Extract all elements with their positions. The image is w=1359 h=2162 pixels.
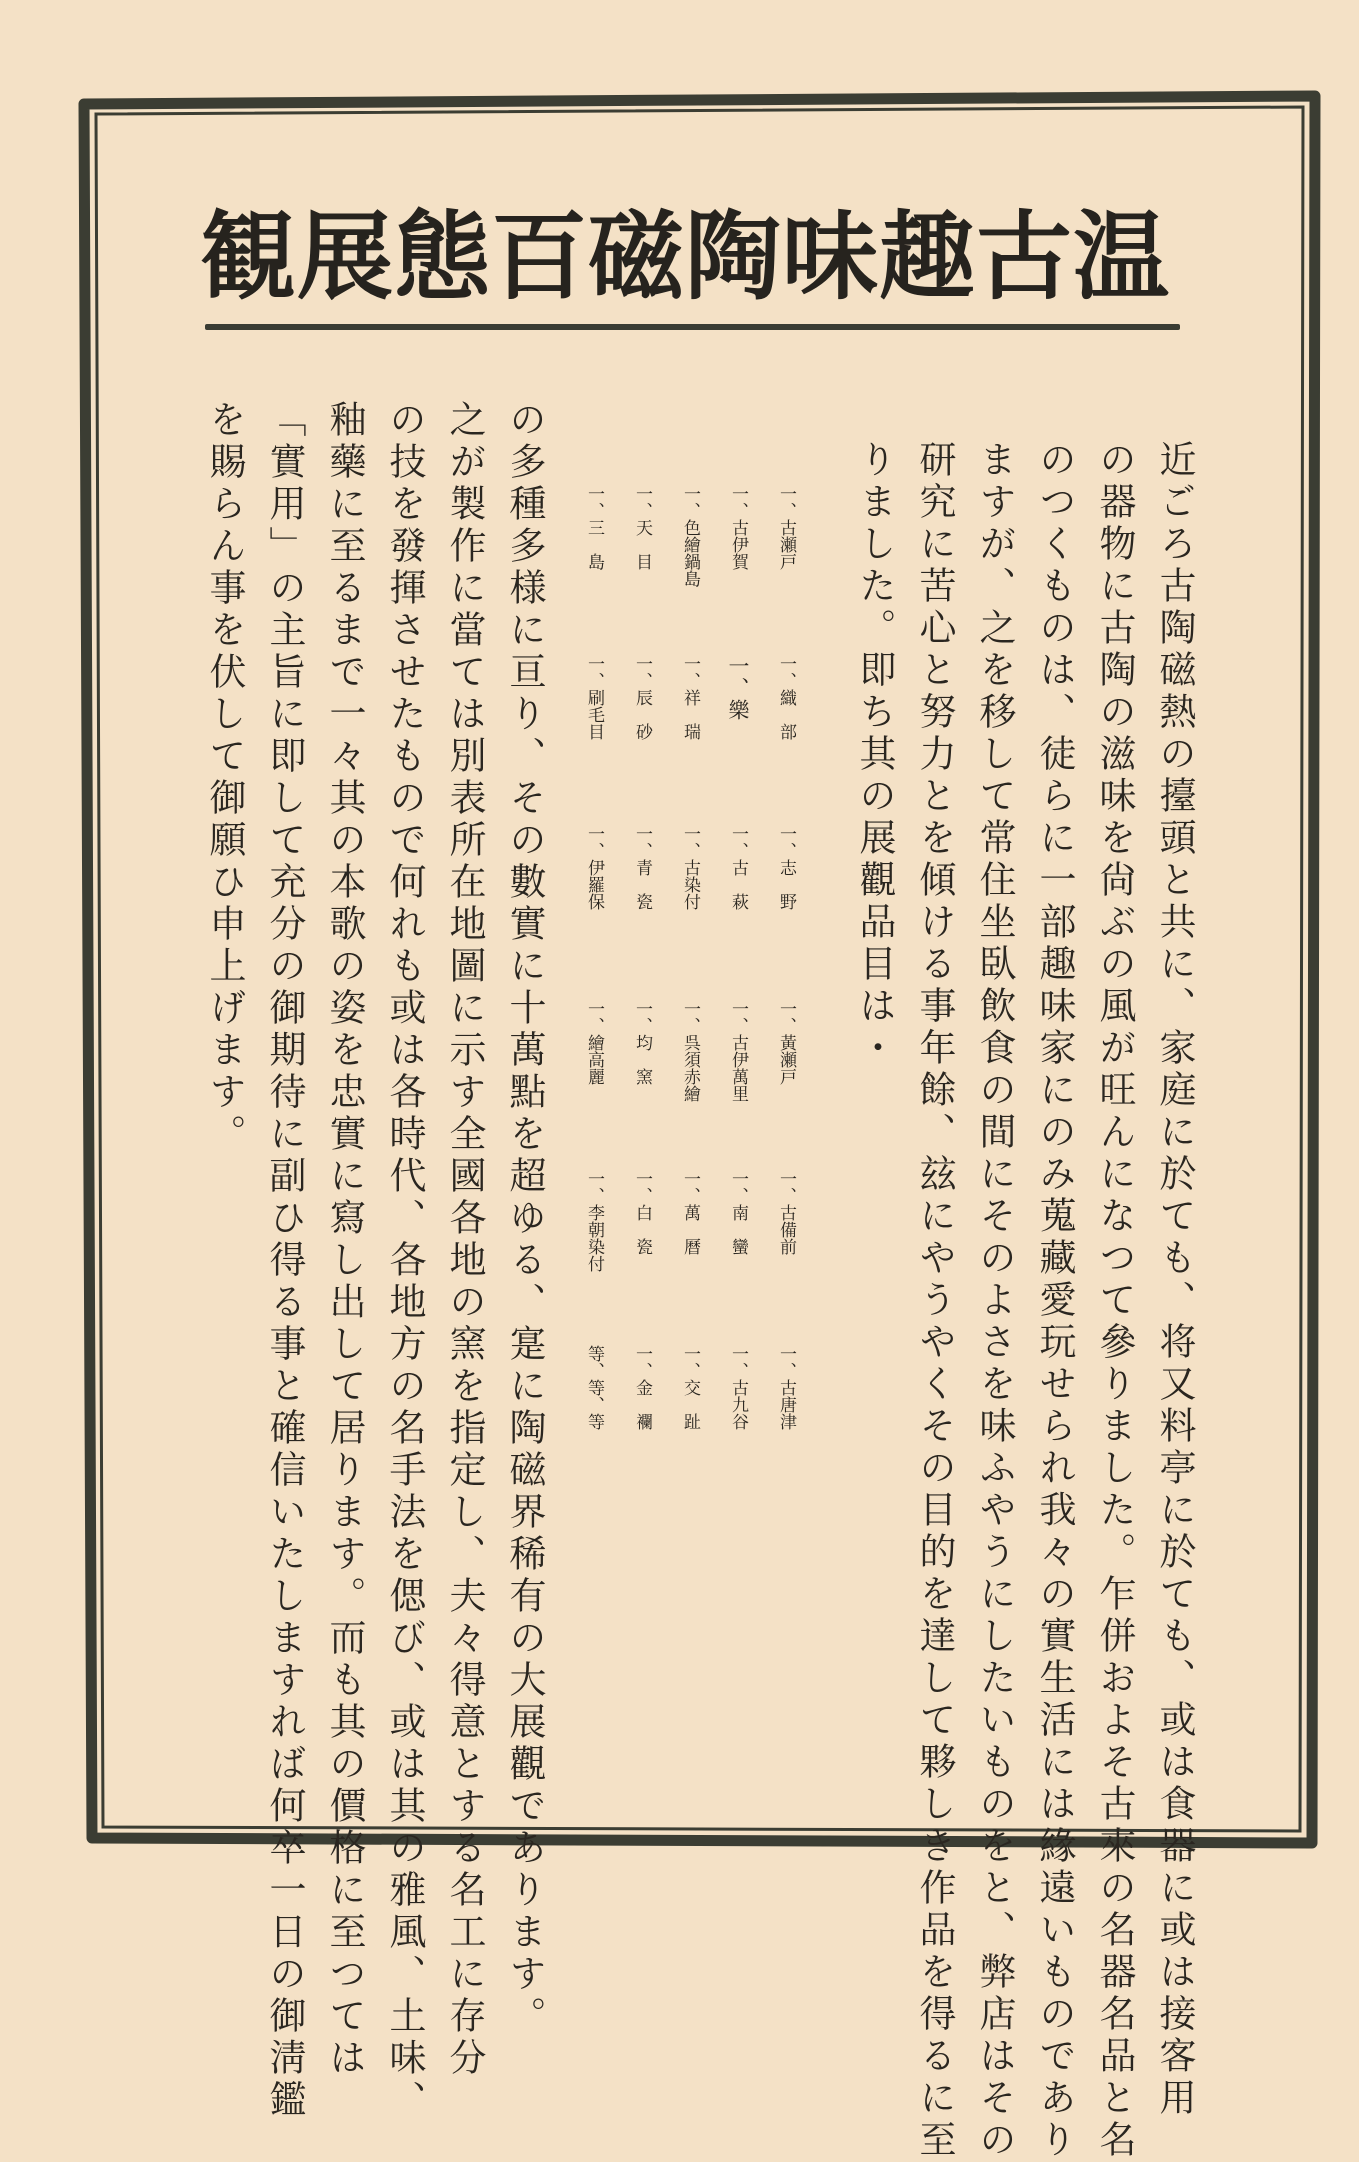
exhibit-item: 一、交 趾: [680, 1345, 700, 1430]
closing_lines-line: の技を發揮させたもので何れも或は各時代、各地方の名手法を偲び、或は其の雅風、土味、: [383, 400, 426, 2122]
exhibit-item: 一、祥 瑞: [680, 655, 700, 740]
exhibit-item: 一、呉須赤繪: [680, 1000, 700, 1102]
exhibit-item: 一、古九谷: [728, 1345, 748, 1430]
exhibit-item: 一、辰 砂: [632, 655, 652, 740]
exhibit-item: 一、李朝染付: [584, 1170, 604, 1272]
exhibit-item: 一、均 窯: [632, 1000, 652, 1085]
exhibit-item: 一、白 瓷: [632, 1170, 652, 1255]
intro_lines-line: りました。即ち其の展觀品目は・: [853, 440, 896, 1070]
exhibit-item: 一、志 野: [776, 825, 796, 910]
exhibit-item: 一、萬 曆: [680, 1170, 700, 1255]
exhibit-item: 一、古備前: [776, 1170, 796, 1255]
intro_lines-line: ますが、之を移して常住坐臥飲食の間にそのよさを味ふやうにしたいものをと、弊店はその: [973, 440, 1016, 2162]
exhibit-item: 一、織 部: [776, 655, 796, 740]
exhibit-item: 一、色繪鍋島: [680, 485, 700, 587]
exhibit-item: 一、南 蠻: [728, 1170, 748, 1255]
intro_lines-line: 研究に苦心と努力とを傾ける事年餘、玆にやうやくその目的を達して夥しき作品を得るに至: [913, 440, 956, 2162]
exhibit-item: 一、青 瓷: [632, 825, 652, 910]
closing_lines-line: 之が製作に當ては別表所在地圖に示す全國各地の窯を指定し、夫々得意とする名工に存分: [443, 400, 486, 2080]
exhibit-item: 一、三 島: [584, 485, 604, 570]
exhibit-item: 一、金 襴: [632, 1345, 652, 1430]
closing_lines-line: を賜らん事を伏して御願ひ申上げます。: [203, 400, 246, 1156]
exhibit-item: 一、古瀬戸: [776, 485, 796, 570]
exhibit-item: 一、古伊賀: [728, 485, 748, 570]
exhibit-item: 一、天 目: [632, 485, 652, 570]
exhibit-item: 等、等、等: [584, 1345, 604, 1430]
intro_lines-line: のつくものは、徒らに一部趣味家にのみ蒐藏愛玩せられ我々の實生活には緣遠いものであり: [1033, 440, 1076, 2162]
exhibit-item: 一、古染付: [680, 825, 700, 910]
intro_lines-line: の器物に古陶の滋味を尙ぶの風が旺んになつて參りました。乍併およそ古來の名器名品と名: [1093, 440, 1136, 2162]
exhibit-item: 一、古唐津: [776, 1345, 796, 1430]
exhibit-item: 一、繪高麗: [584, 1000, 604, 1085]
exhibit-item: 一、古伊萬里: [728, 1000, 748, 1102]
closing_lines-line: 「實用」の主旨に即して充分の御期待に副ひ得る事と確信いたしますれば何卒一日の御淸鑑: [263, 400, 306, 2122]
closing_lines-line: の多種多様に亘り、その數實に十萬點を超ゆる、寔に陶磁界稀有の大展觀であります。: [503, 400, 546, 2038]
exhibit-item: 一、刷毛目: [584, 655, 604, 740]
page-title: 観展態百磁陶味趣古温: [200, 200, 1170, 313]
closing_lines-line: 釉藥に至るまで一々其の本歌の姿を忠實に寫し出して居ります。而も其の價格に至つては: [323, 400, 366, 2080]
exhibit-item: 一、黃瀬戸: [776, 1000, 796, 1085]
exhibit-item: 一、伊羅保: [584, 825, 604, 910]
title-underline: [205, 324, 1180, 330]
exhibit-item: 一、古 萩: [728, 825, 748, 910]
exhibit-item: 一、樂: [726, 655, 750, 721]
intro_lines-line: 近ごろ古陶磁熱の擡頭と共に、家庭に於ても、将又料亭に於ても、或は食器に或は接客用: [1153, 440, 1196, 2120]
